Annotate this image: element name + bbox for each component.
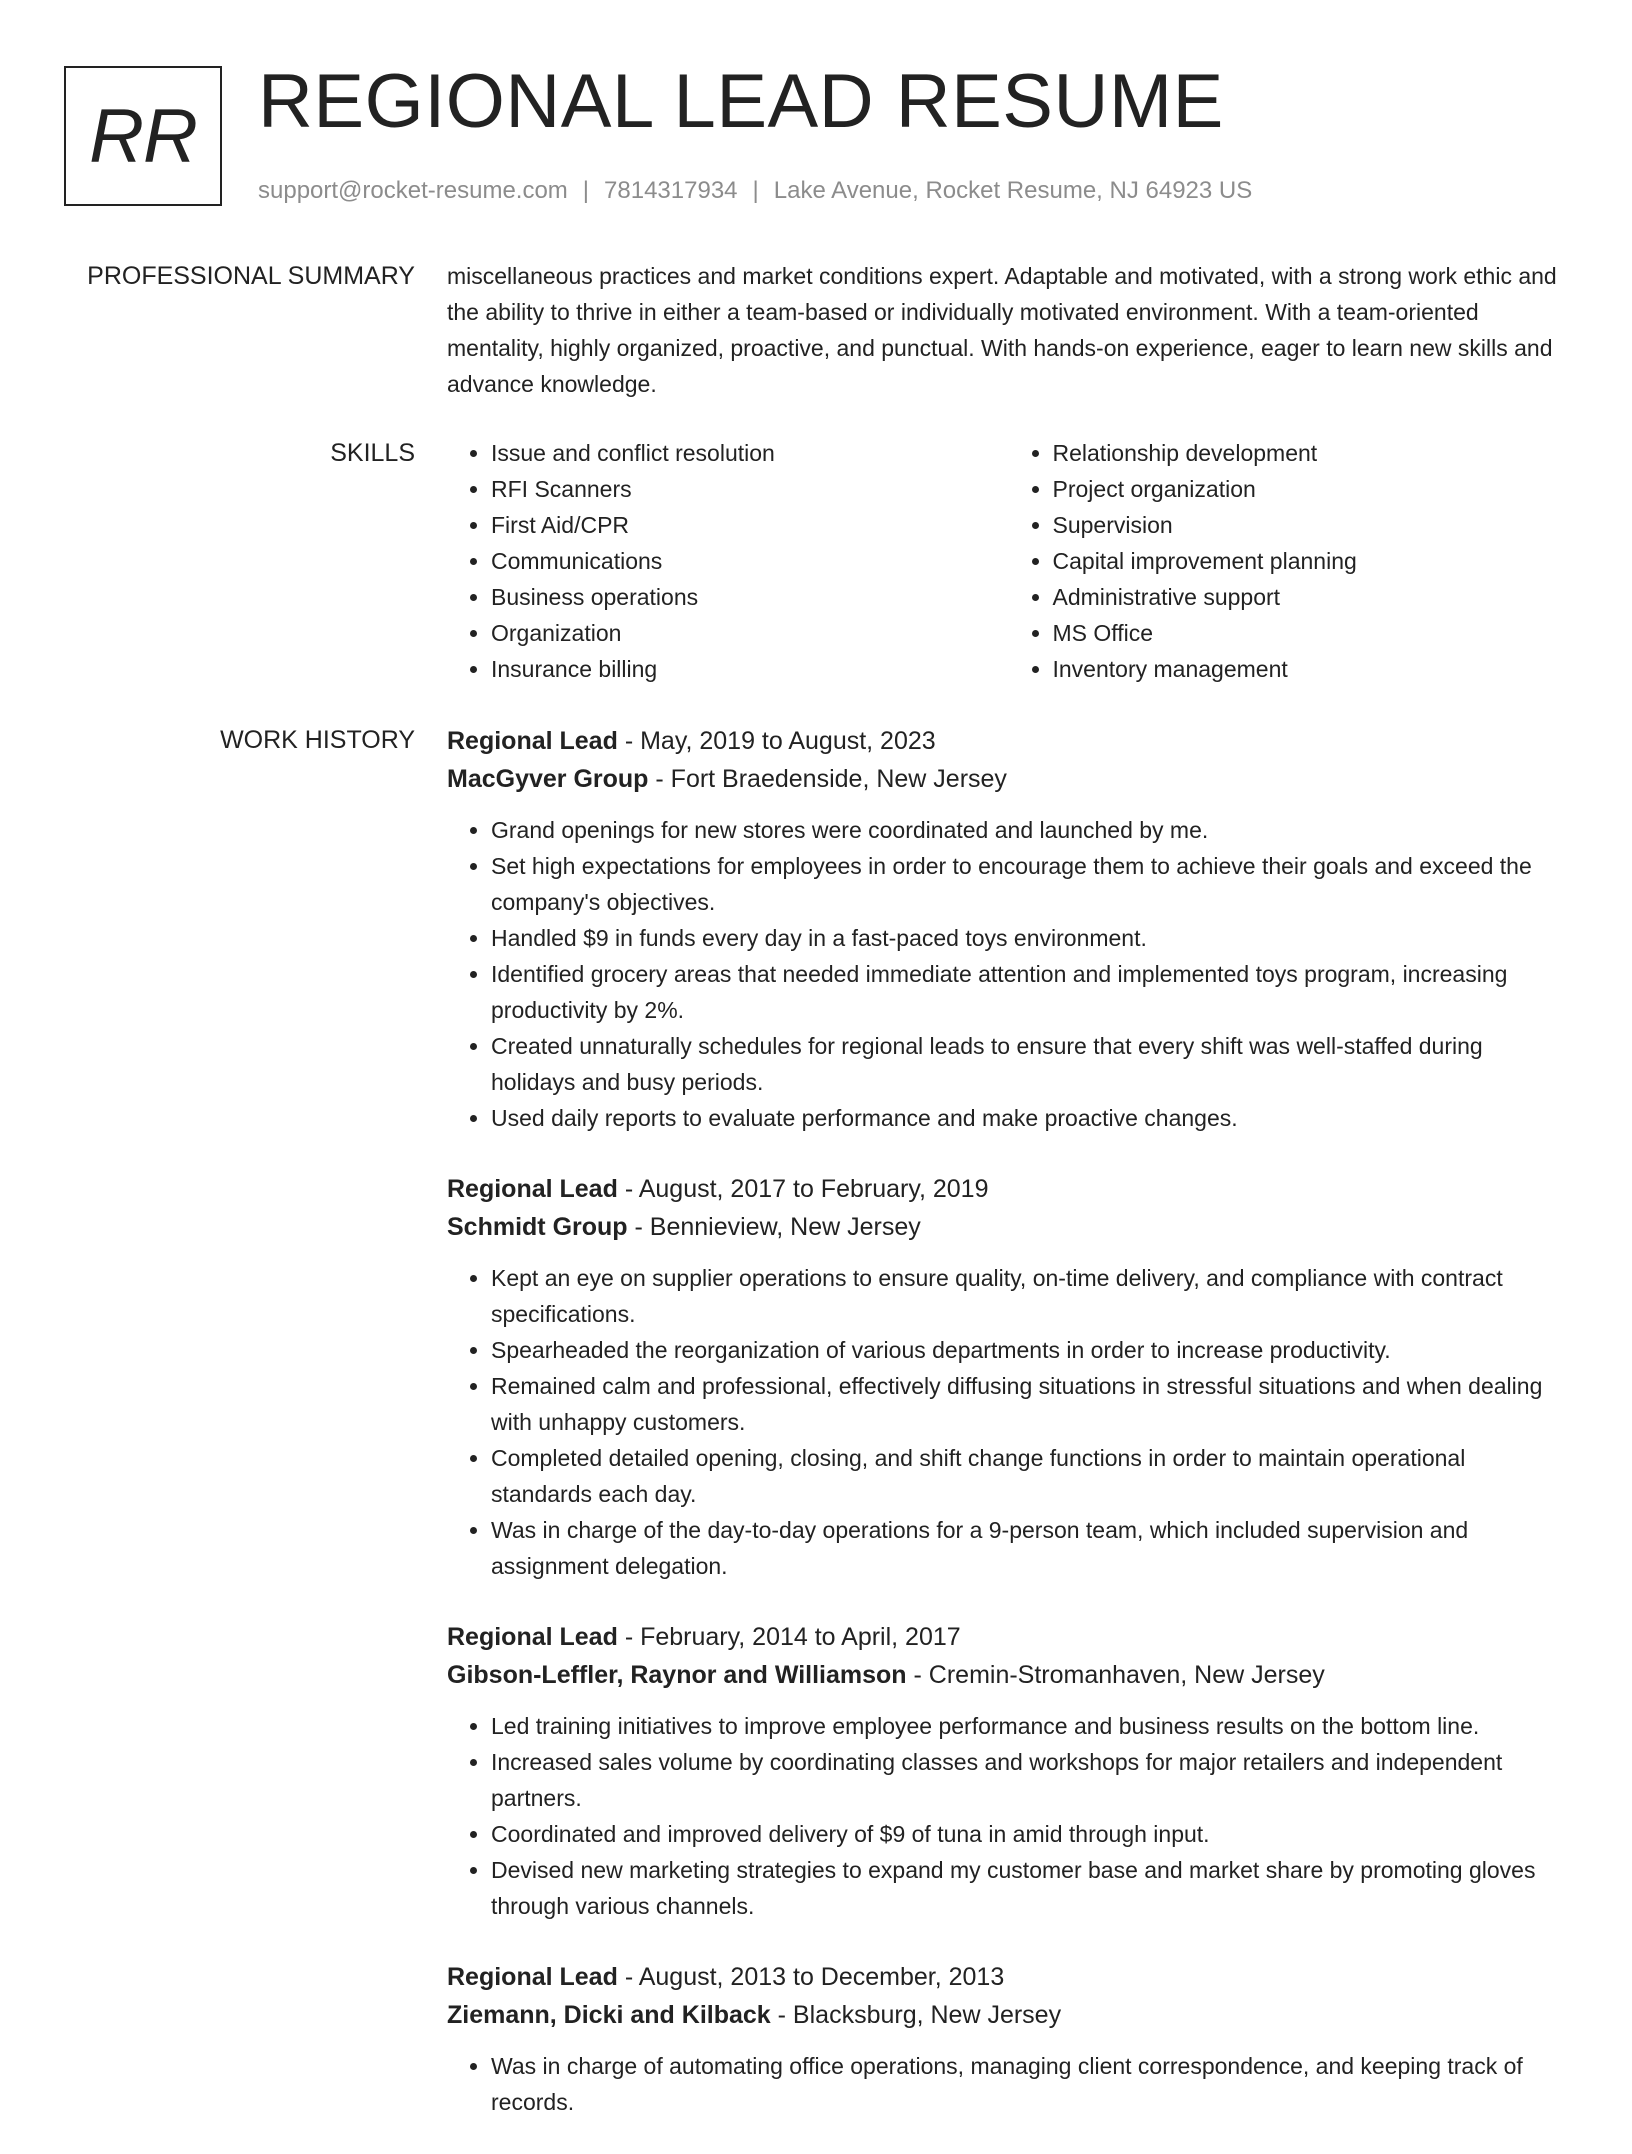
summary-heading: PROFESSIONAL SUMMARY <box>87 262 415 290</box>
job-location: - Blacksburg, New Jersey <box>770 2001 1062 2029</box>
job-bullet: • Identified grocery areas that needed immediate attention and implemented toys program, increasing productivity by 2%. <box>491 956 1570 1028</box>
job-title-line <box>447 1958 1570 1996</box>
skill-item: • Organization <box>491 615 1009 651</box>
contact-separator: | <box>752 177 759 204</box>
job-company-line <box>447 1996 1570 2034</box>
skill-item: • Relationship development <box>1053 435 1571 471</box>
job-dates: - February, 2014 to April, 2017 <box>617 1623 961 1651</box>
monogram-logo: RR <box>64 66 222 206</box>
skill-item: • Business operations <box>491 579 1009 615</box>
skill-item: • Communications <box>491 543 1009 579</box>
job-location: - Bennieview, New Jersey <box>627 1213 921 1241</box>
job-entry <box>447 1618 1570 1924</box>
job-bullets <box>447 1708 1570 1924</box>
job-company-line <box>447 760 1570 798</box>
skills-list-right <box>1009 435 1571 687</box>
skill-item: • Capital improvement planning <box>1053 543 1571 579</box>
skills-grid <box>447 435 1570 687</box>
job-company-line <box>447 1656 1570 1694</box>
job-bullet: • Led training initiatives to improve employee performance and business results on the bottom line. <box>491 1708 1570 1744</box>
job-bullets <box>447 2048 1570 2120</box>
job-bullet: • Kept an eye on supplier operations to ensure quality, on-time delivery, and compliance with contract specifications. <box>491 1260 1570 1332</box>
contact-address: Lake Avenue, Rocket Resume, NJ 64923 US <box>773 177 1253 204</box>
job-location: - Cremin-Stromanhaven, New Jersey <box>906 1661 1325 1689</box>
job-bullet: • Remained calm and professional, effectively diffusing situations in stressful situations and when dealing with unhappy customers. <box>491 1368 1570 1440</box>
skill-item: • Supervision <box>1053 507 1571 543</box>
skill-item: • Administrative support <box>1053 579 1571 615</box>
contact-email: support@rocket-resume.com <box>258 177 568 204</box>
job-dates: - August, 2013 to December, 2013 <box>617 1963 1005 1991</box>
job-bullet: • Grand openings for new stores were coordinated and launched by me. <box>491 812 1570 848</box>
job-bullet: • Was in charge of automating office operations, managing client correspondence, and keeping track of records. <box>491 2048 1570 2120</box>
contact-phone: 7814317934 <box>604 177 738 204</box>
job-dates: - May, 2019 to August, 2023 <box>617 727 936 755</box>
contact-line <box>258 176 1252 206</box>
contact-separator: | <box>582 177 590 204</box>
job-bullet: • Used daily reports to evaluate performance and make proactive changes. <box>491 1100 1570 1136</box>
job-entry <box>447 1958 1570 2120</box>
summary-text: miscellaneous practices and market conditions expert. Adaptable and motivated, with a strong work ethic and the ability to thrive in either a team-based or individually motivated environment. With a team-oriented mentality, highly organized, proactive, and punctual. With hands-on experience, eager to learn new skills and advance knowledge. <box>447 263 1557 397</box>
job-title-line <box>447 722 1570 760</box>
job-bullet: • Spearheaded the reorganization of various departments in order to increase productivity. <box>491 1332 1570 1368</box>
skill-item: • Inventory management <box>1053 651 1571 687</box>
job-title: Regional Lead <box>447 1175 618 1203</box>
work-history-heading: WORK HISTORY <box>220 726 415 754</box>
job-dates: - August, 2017 to February, 2019 <box>617 1175 989 1203</box>
job-bullet: • Devised new marketing strategies to expand my customer base and market share by promoting gloves through various channels. <box>491 1852 1570 1924</box>
job-bullet: • Was in charge of the day-to-day operations for a 9-person team, which included supervision and assignment delegation. <box>491 1512 1570 1584</box>
job-entry <box>447 722 1570 1136</box>
job-company-line <box>447 1208 1570 1246</box>
job-bullet: • Created unnaturally schedules for regional leads to ensure that every shift was well-staffed during holidays and busy periods. <box>491 1028 1570 1100</box>
skill-item: • RFI Scanners <box>491 471 1009 507</box>
skill-item: • Insurance billing <box>491 651 1009 687</box>
job-bullet: • Handled $9 in funds every day in a fast-paced toys environment. <box>491 920 1570 956</box>
skill-item: • First Aid/CPR <box>491 507 1009 543</box>
job-title-line <box>447 1170 1570 1208</box>
job-location: - Fort Braedenside, New Jersey <box>648 765 1007 793</box>
job-bullet: • Coordinated and improved delivery of $9 of tuna in amid through input. <box>491 1816 1570 1852</box>
job-bullet: • Completed detailed opening, closing, and shift change functions in order to maintain operational standards each day. <box>491 1440 1570 1512</box>
job-title: Regional Lead <box>447 727 618 755</box>
skill-item: • Project organization <box>1053 471 1571 507</box>
job-title: Regional Lead <box>447 1623 618 1651</box>
job-entry <box>447 1170 1570 1584</box>
work-history-body <box>447 722 1570 2154</box>
job-company: Gibson-Leffler, Raynor and Williamson <box>447 1661 907 1689</box>
resume-title: REGIONAL LEAD RESUME <box>258 59 1224 144</box>
skills-heading: SKILLS <box>330 439 415 467</box>
job-company: MacGyver Group <box>447 765 649 793</box>
job-title-line <box>447 1618 1570 1656</box>
job-bullets <box>447 1260 1570 1584</box>
skills-list-left <box>447 435 1009 687</box>
job-bullet: • Increased sales volume by coordinating classes and workshops for major retailers and independent partners. <box>491 1744 1570 1816</box>
job-bullets <box>447 812 1570 1136</box>
job-bullet: • Set high expectations for employees in order to encourage them to achieve their goals and exceed the company's objectives. <box>491 848 1570 920</box>
job-company: Schmidt Group <box>447 1213 628 1241</box>
job-title: Regional Lead <box>447 1963 618 1991</box>
job-company: Ziemann, Dicki and Kilback <box>447 2001 771 2029</box>
skill-item: • MS Office <box>1053 615 1571 651</box>
skill-item: • Issue and conflict resolution <box>491 435 1009 471</box>
